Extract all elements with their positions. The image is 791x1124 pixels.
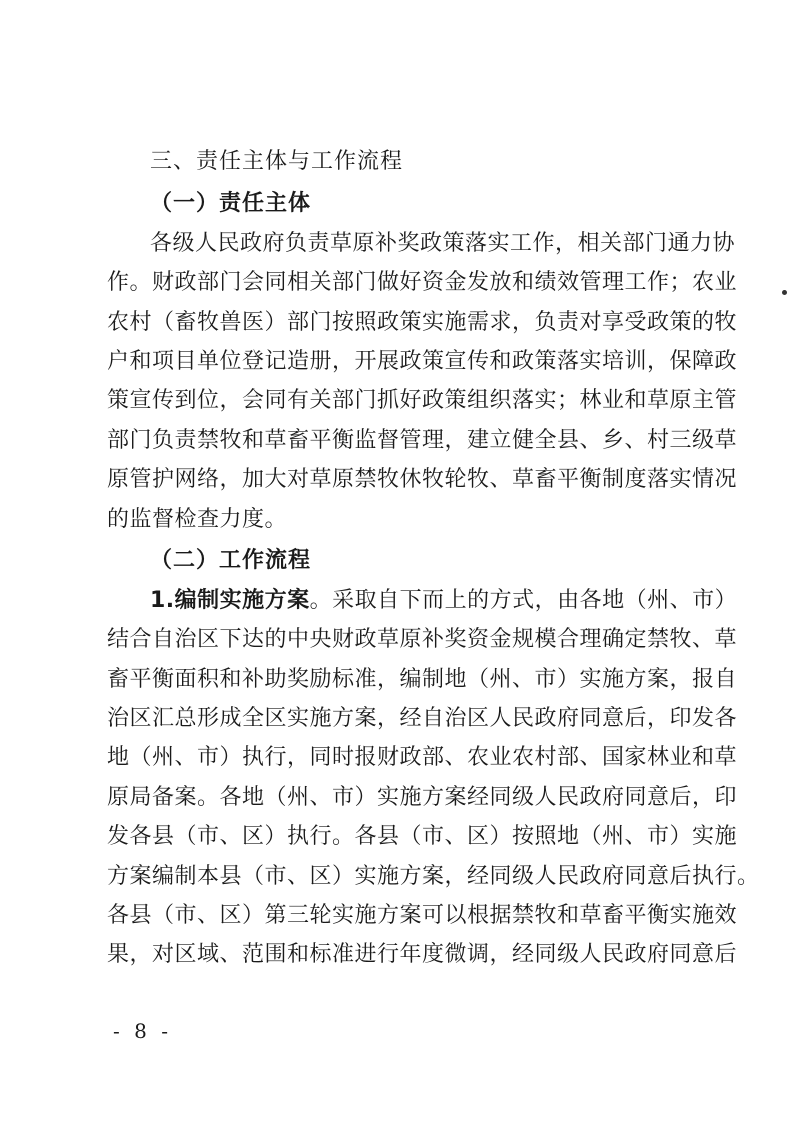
paragraph-line: 策宣传到位，会同有关部门抓好政策组织落实；林业和草原主管: [107, 388, 738, 413]
paragraph-line: 各级人民政府负责草原补奖政策落实工作，相关部门通力协: [150, 231, 736, 256]
paragraph-line: 发各县（市、区）执行。各县（市、区）按照地（州、市）实施: [107, 824, 738, 849]
paragraph-line: 治区汇总形成全区实施方案，经自治区人民政府同意后，印发各: [107, 706, 738, 731]
paragraph-line: 各县（市、区）第三轮实施方案可以根据禁牧和草畜平衡实施效: [107, 903, 738, 928]
section-heading: 三、责任主体与工作流程: [150, 149, 404, 174]
paragraph-line: 户和项目单位登记造册，开展政策宣传和政策落实培训，保障政: [107, 349, 738, 374]
step-title: 1.编制实施方案: [150, 588, 310, 613]
paragraph-line: 原管护网络，加大对草原禁牧休牧轮牧、草畜平衡制度落实情况: [107, 467, 738, 492]
paragraph-line: 的监督检查力度。: [107, 507, 288, 532]
paragraph-line: 农村（畜牧兽医）部门按照政策实施需求，负责对享受政策的牧: [107, 310, 738, 335]
paragraph-line: 方案编制本县（市、区）实施方案，经同级人民政府同意后执行。: [107, 864, 760, 889]
page-number: - 8 -: [113, 1019, 172, 1043]
subsection-heading-workflow: （二）工作流程: [150, 548, 312, 573]
paragraph-line: 部门负责禁牧和草畜平衡监督管理，建立健全县、乡、村三级草: [107, 428, 738, 453]
paragraph-line: 果，对区域、范围和标准进行年度微调，经同级人民政府同意后: [107, 942, 738, 967]
paragraph-line: 地（州、市）执行，同时报财政部、农业农村部、国家林业和草: [107, 745, 738, 770]
paragraph-line: 原局备案。各地（州、市）实施方案经同级人民政府同意后，印: [107, 785, 738, 810]
paragraph-line: 畜平衡面积和补助奖励标准，编制地（州、市）实施方案，报自: [107, 667, 738, 692]
margin-dot: [782, 290, 787, 295]
step-text: 。采取自下而上的方式，由各地（州、市）: [309, 588, 738, 613]
subsection-heading-responsibility: （一）责任主体: [150, 191, 312, 216]
paragraph-line: [150, 586, 738, 616]
paragraph-line: 结合自治区下达的中央财政草原补奖资金规模合理确定禁牧、草: [107, 627, 738, 652]
paragraph-line: 作。财政部门会同相关部门做好资金发放和绩效管理工作；农业: [107, 270, 738, 295]
